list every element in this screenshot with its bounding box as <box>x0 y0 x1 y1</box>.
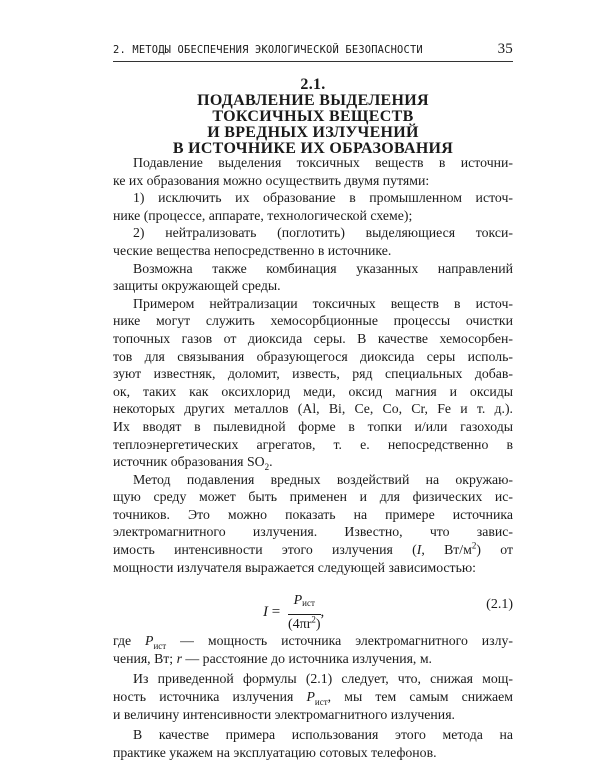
running-head-title: 2. МЕТОДЫ ОБЕСПЕЧЕНИЯ ЭКОЛОГИЧЕСКОЙ БЕЗОПАСНОСТИ <box>113 44 423 56</box>
text-line: практике укажем на эксплуатацию сотовых телефонов. <box>113 744 437 760</box>
text-span: ность источника излучения <box>113 689 307 705</box>
heading-line: ПОДАВЛЕНИЕ ВЫДЕЛЕНИЯ <box>197 92 429 109</box>
text-line: некоторых других металлов (Al, Bi, Ce, Co, Cr, Fe и т. д.). <box>113 401 513 417</box>
text-line: точников. Это можно показать на примере источника <box>113 506 513 522</box>
fraction <box>288 592 321 633</box>
text-line <box>113 688 513 706</box>
text-line: электромагнитного излучения. Известно, что завис- <box>113 524 513 540</box>
subscript: 2 <box>264 461 270 472</box>
text-span: . <box>269 454 273 470</box>
superscript: 2 <box>311 614 316 625</box>
paragraph <box>113 260 513 295</box>
math-variable: P <box>306 689 315 705</box>
text-span: источник образования SO <box>113 454 265 470</box>
math-operator: = <box>271 604 281 621</box>
math-variable: P <box>293 593 303 609</box>
formula-expression <box>263 592 324 633</box>
text-line: ке их образования можно осуществить двумя путями: <box>113 172 430 188</box>
text-span: ) от <box>476 542 514 558</box>
paragraph <box>113 295 513 471</box>
subscript: ист <box>153 641 167 651</box>
text-line: зуют известняк, доломит, известь, ряд специальных добав- <box>113 366 513 382</box>
superscript: 2 <box>471 540 477 551</box>
heading-line: ТОКСИЧНЫХ ВЕЩЕСТВ <box>212 108 414 125</box>
text-line: ческие вещества непосредственно в источнике. <box>113 242 392 258</box>
text-span: (4πr <box>287 616 312 632</box>
text-line: защиты окружающей среды. <box>113 278 281 294</box>
running-head <box>113 41 513 62</box>
page-number: 35 <box>497 41 513 57</box>
text-line: и величину интенсивности электромагнитного излучения. <box>113 706 455 722</box>
text-line: Их вводят в пылевидной форме в топки и/или газоходы <box>113 418 513 434</box>
text-line: нике (процессе, аппарате, технологической схеме); <box>113 207 413 223</box>
text-line <box>113 453 513 471</box>
text-line: В качестве примера использования этого метода на <box>133 727 513 743</box>
text-line: Примером нейтрализации токсичных веществ в источ- <box>133 295 513 311</box>
text-line: ок, таких как оксихлорид меди, оксид магния и оксиды <box>113 383 513 399</box>
text-span: — расстояние до источника излучения, м. <box>181 650 433 666</box>
text-span: , Вт/м <box>421 542 472 558</box>
text-span: — мощность источника электромагнитного излу- <box>166 633 513 649</box>
text-line <box>113 541 513 559</box>
text-line: мощности излучателя выражается следующей зависимостью: <box>113 559 477 575</box>
subscript: ист <box>302 598 315 609</box>
text-span: где <box>113 633 146 649</box>
paragraph <box>113 224 513 259</box>
text-line: нике могут служить хемосорбционные процессы очистки <box>113 313 513 329</box>
text-line: 1) исключить их образование в промышленном источ- <box>133 190 513 206</box>
text-line: Возможна также комбинация указанных направлений <box>133 260 513 276</box>
paragraph <box>113 632 513 667</box>
text-line <box>113 632 513 650</box>
text-line: топочных газов от диоксида серы. В качестве хемосорбен- <box>113 330 513 346</box>
fraction-numerator <box>288 592 321 615</box>
math-variable: I <box>416 542 422 558</box>
text-line: Из приведенной формулы (2.1) следует, что, снижая мощ- <box>133 671 513 687</box>
paragraph <box>113 726 513 761</box>
math-variable: I <box>263 604 268 621</box>
math-variable: r <box>176 650 182 666</box>
text-line: Подавление выделения токсичных веществ в источни- <box>133 155 513 170</box>
text-line: щую среду может быть применен и для физических ис- <box>113 489 513 505</box>
text-line: тов для связывания образующегося диоксида серы исполь- <box>113 348 513 364</box>
punctuation: , <box>320 604 325 621</box>
paragraph <box>113 471 513 577</box>
math-variable: P <box>145 633 154 649</box>
text-span: чения, Вт; <box>113 650 177 666</box>
section-number: 2.1. <box>300 76 326 93</box>
text-span: , мы тем самым снижаем <box>327 689 513 705</box>
equation-number: (2.1) <box>486 597 513 613</box>
body-text <box>113 154 513 761</box>
paragraph <box>113 189 513 224</box>
paragraph <box>113 154 513 189</box>
text-line: 2) нейтрализовать (поглотить) выделяющиеся токси- <box>133 225 513 241</box>
formula-2-1 <box>113 586 513 632</box>
heading-line: В ИСТОЧНИКЕ ИХ ОБРАЗОВАНИЯ <box>172 140 454 157</box>
paragraph <box>113 670 513 723</box>
heading-line: И ВРЕДНЫХ ИЗЛУЧЕНИЙ <box>207 124 419 141</box>
text-line: Метод подавления вредных воздействий на окружаю- <box>133 471 513 487</box>
fraction-denominator <box>288 615 321 634</box>
text-line: теплоэнергетических агрегатов, т. е. непосредственно в <box>113 436 513 452</box>
section-heading <box>113 77 513 157</box>
subscript: ист <box>314 696 328 707</box>
text-line <box>113 650 513 668</box>
text-span: ) <box>315 616 321 632</box>
text-span: имость интенсивности этого излучения ( <box>113 542 417 558</box>
